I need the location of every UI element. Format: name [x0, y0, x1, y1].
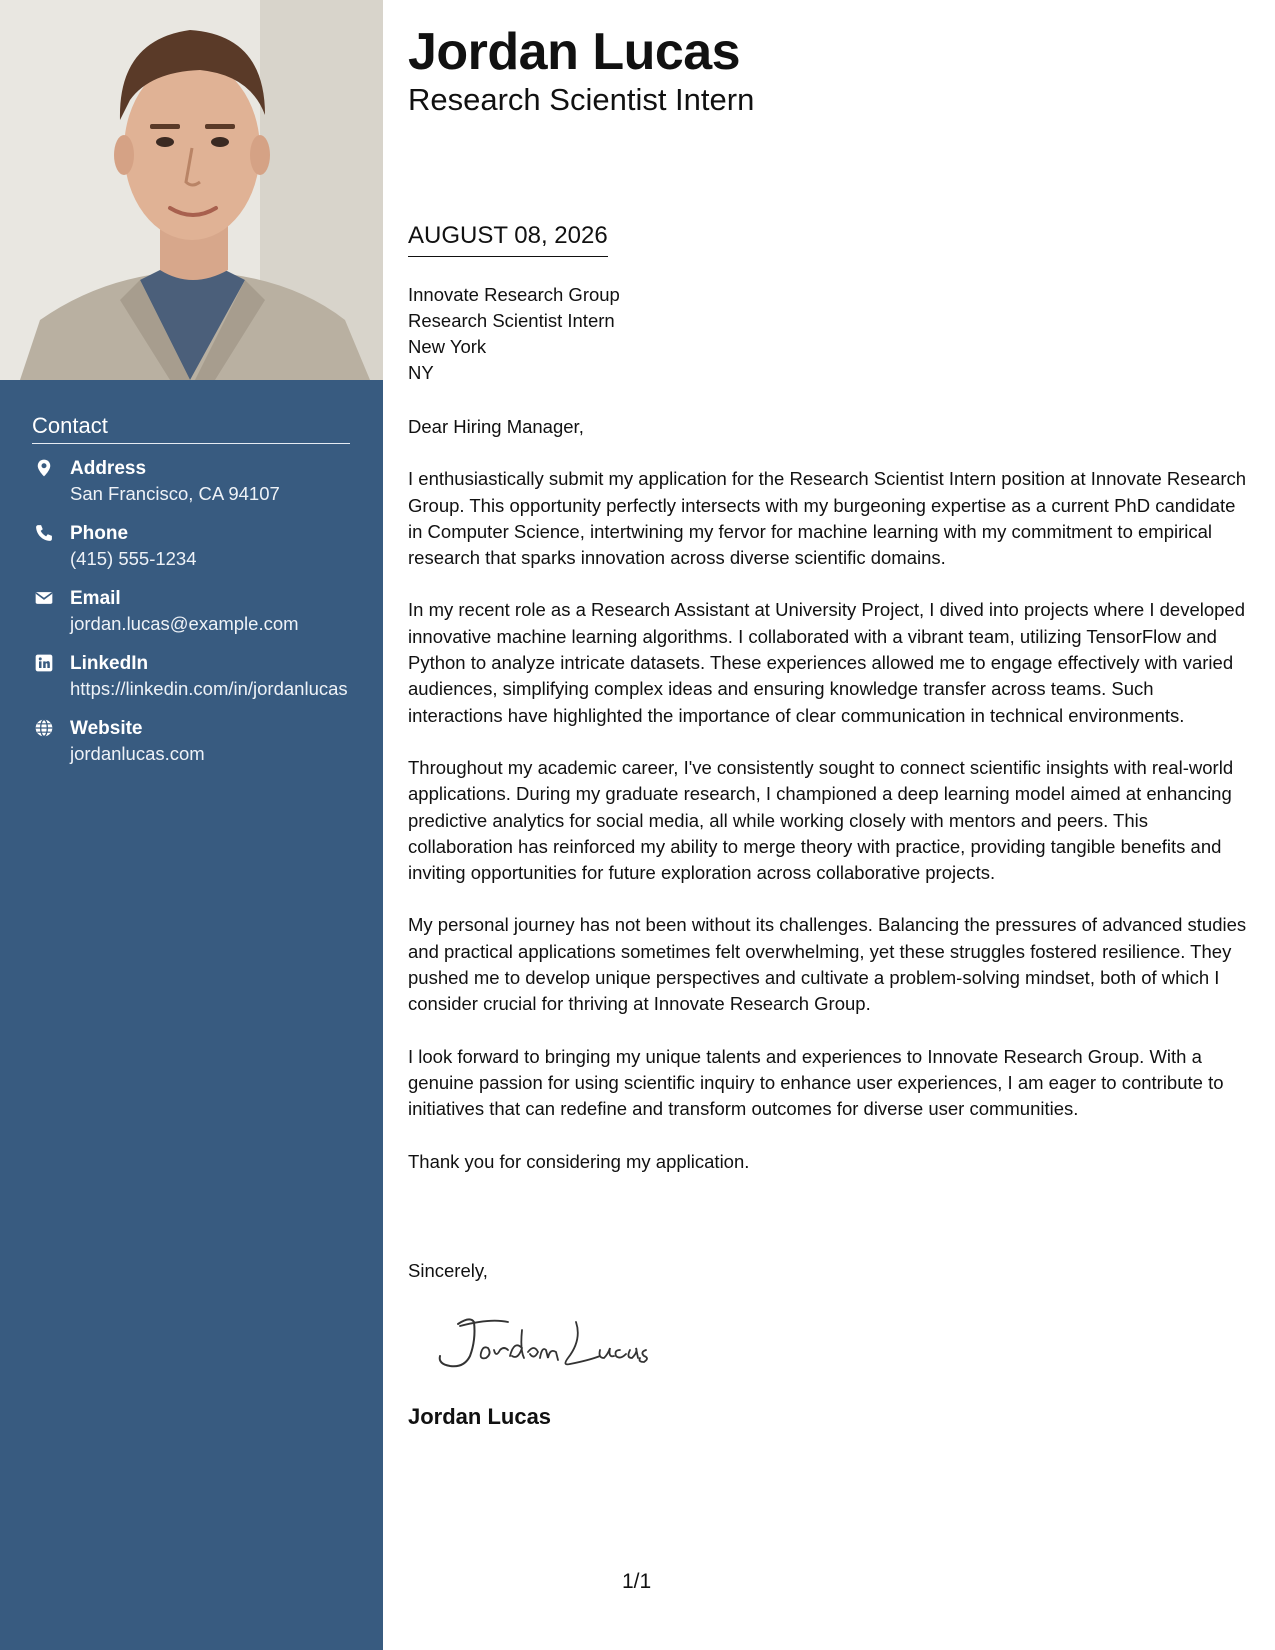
contact-address: [32, 456, 350, 506]
contact-value: jordan.lucas@example.com: [70, 613, 299, 634]
contact-section: [32, 413, 350, 781]
recipient-line: Research Scientist Intern: [408, 310, 615, 331]
recipient-line: Innovate Research Group: [408, 284, 620, 305]
contact-value: San Francisco, CA 94107: [70, 483, 280, 504]
recipient-block: [408, 282, 620, 386]
letter-body: [408, 414, 1248, 1201]
signed-name: Jordan Lucas: [408, 1404, 552, 1429]
letter-paragraph: In my recent role as a Research Assistant at University Project, I dived into projects where I developed innovative machine learning algorithms. I collaborated with a vibrant team, utilizing TensorFlow and Python to analyze intricate datasets. These experiences allowed me to engage effectively with varied audiences, simplifying complex ideas and ensuring knowledge transfer across teams. Such interactions have highlighted the importance of clear communication in technical environments.: [408, 599, 1246, 726]
contact-phone: [32, 521, 350, 571]
salutation: Dear Hiring Manager,: [408, 416, 584, 437]
page-number: 1/1: [622, 1570, 652, 1593]
contact-linkedin: [32, 651, 350, 701]
phone-icon: [34, 523, 54, 543]
contact-label: Address: [70, 458, 147, 479]
contact-heading: Contact: [32, 413, 350, 444]
letter-paragraph: Throughout my academic career, I've consistently sought to connect scientific insights with real-world applications. During my graduate research, I championed a deep learning model aimed at enhancing predictive analytics for social media, all while working closely with mentors and peers. This collaboration has reinforced my ability to merge theory with practice, providing tangible benefits and inviting opportunities for future exploration across collaborative projects.: [408, 756, 1234, 884]
map-pin-icon: [34, 458, 54, 478]
applicant-name: Jordan Lucas: [408, 23, 741, 81]
linkedin-icon: [34, 653, 54, 673]
contact-label: Email: [70, 588, 121, 609]
letter-closing: Sincerely,: [408, 1260, 488, 1281]
email-icon: [34, 588, 54, 608]
sidebar: [0, 0, 383, 1650]
contact-label: Phone: [70, 523, 129, 544]
globe-icon: [34, 718, 54, 738]
contact-label: Website: [70, 718, 143, 739]
contact-value: (415) 555-1234: [70, 548, 197, 569]
letter-paragraph: I look forward to bringing my unique talents and experiences to Innovate Research Group. With a genuine passion for using scientific inquiry to enhance user experiences, I am eager to contribute to initiatives that can redefine and transform outcomes for diverse user communities.: [408, 1045, 1224, 1120]
recipient-line: New York: [408, 336, 487, 357]
applicant-title: Research Scientist Intern: [408, 82, 755, 117]
profile-photo: [0, 0, 383, 380]
contact-website: [32, 716, 350, 766]
letter-paragraph: My personal journey has not been without its challenges. Balancing the pressures of advanced studies and practical applications sometimes felt overwhelming, yet these struggles fostered resilience. They pushed me to develop unique perspectives and cultivate a problem-solving mindset, both of which I consider crucial for thriving at Innovate Research Group.: [408, 914, 1247, 1015]
recipient-line: NY: [408, 362, 434, 383]
letter-date: AUGUST 08, 2026: [408, 222, 608, 257]
letter-paragraph: I enthusiastically submit my application for the Research Scientist Intern position at Innovate Research Group. This opportunity perfectly intersects with my burgeoning expertise as a current PhD candidate in Computer Science, intertwining my fervor for machine learning with my commitment to empirical research that sparks innovation across diverse scientific domains.: [408, 468, 1247, 569]
signature-image: [430, 1310, 660, 1380]
contact-value: https://linkedin.com/in/jordanlucas: [70, 678, 348, 699]
contact-label: LinkedIn: [70, 653, 149, 674]
contact-email: [32, 586, 350, 636]
letter-paragraph: Thank you for considering my application.: [408, 1150, 750, 1172]
contact-value: jordanlucas.com: [70, 743, 205, 764]
profile-photo-illustration: [0, 0, 383, 380]
